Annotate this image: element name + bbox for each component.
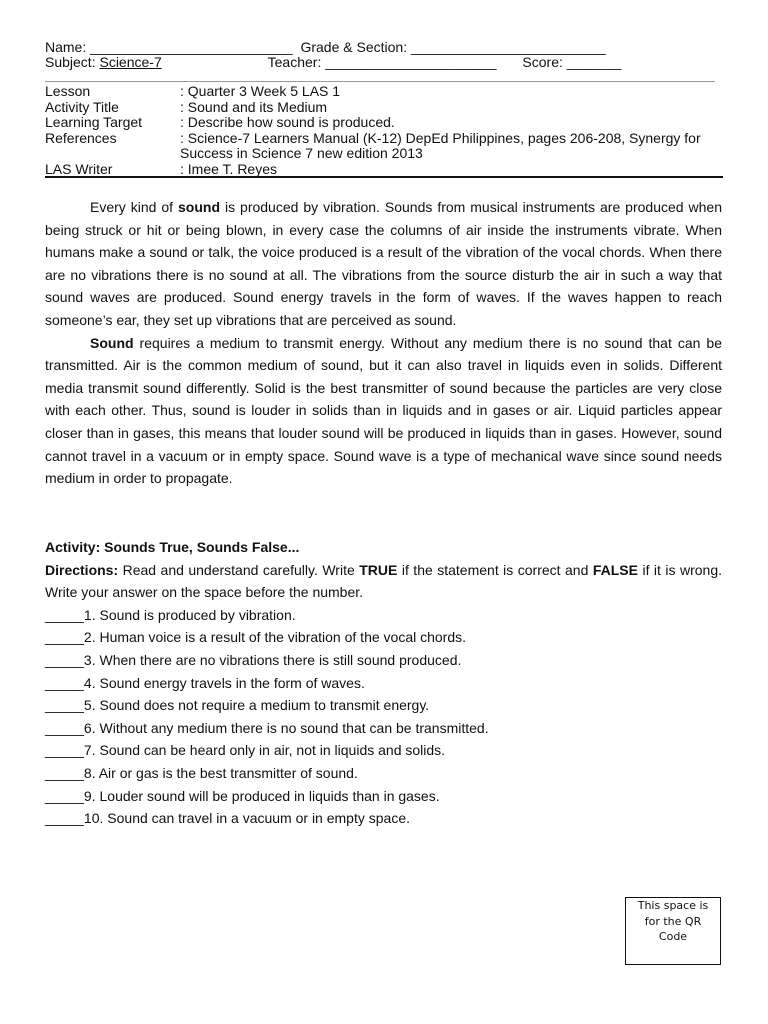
question-item[interactable]: _____3. When there are no vibrations there is still sound produced.: [45, 651, 462, 668]
subject-label: Subject:: [45, 54, 96, 70]
info-row: [45, 84, 723, 100]
info-divider: [45, 176, 723, 178]
qr-text-line3: Code: [658, 930, 688, 943]
name-blank[interactable]: __________________________: [90, 39, 293, 55]
paragraph-vibration: Every kind of sound is produced by vibration. Sounds from musical instruments are produced when being struck or hit or being blown, in every case the columns of air inside the instruments vibrate. When humans make a sound or talk, the voice produced is a result of the vibration of the vocal chords. When there are no vibrations there is no sound at all. The vibrations from the source disturb the air in such a way that sound waves are produced. Sound energy travels in the form of waves. If the waves happen to reach someone’s ear, they set up vibrations that are perceived as sound.: [45, 199, 722, 328]
question-item[interactable]: _____7. Sound can be heard only in air, not in liquids and solids.: [45, 742, 446, 759]
question-item[interactable]: _____9. Louder sound will be produced in liquids than in gases.: [45, 787, 440, 804]
question-item[interactable]: _____10. Sound can travel in a vacuum or in empty space.: [45, 810, 410, 827]
info-value: : Science-7 Learners Manual (K-12) DepEd Philippines, pages 206-208, Synergy for Success in Science 7 new edition 2013: [180, 129, 701, 161]
question-item[interactable]: _____2. Human voice is a result of the vibration of the vocal chords.: [45, 629, 467, 646]
info-value: : Imee T. Reyes: [180, 160, 278, 177]
info-value: : Describe how sound is produced.: [180, 114, 395, 130]
info-key: Lesson: [45, 83, 91, 99]
teacher-blank[interactable]: ______________________: [325, 54, 497, 70]
lesson-body: [45, 196, 722, 490]
question-item[interactable]: _____6. Without any medium there is no sound that can be transmitted.: [45, 719, 489, 736]
subject-value: Science-7: [99, 54, 162, 70]
qr-text-line1: This space is: [637, 899, 709, 912]
header-row-1: [45, 39, 606, 55]
info-row: [45, 115, 723, 131]
question-item[interactable]: _____5. Sound does not require a medium to transmit energy.: [45, 697, 430, 714]
question-item[interactable]: _____1. Sound is produced by vibration.: [45, 606, 296, 623]
grade-section-blank[interactable]: _________________________: [410, 39, 606, 55]
info-key: Activity Title: [45, 98, 119, 115]
activity-section: [45, 536, 722, 830]
qr-code-placeholder: [625, 897, 721, 965]
question-item[interactable]: _____4. Sound energy travels in the form of waves.: [45, 674, 365, 691]
name-label: Name:: [45, 39, 87, 55]
question-item[interactable]: _____8. Air or gas is the best transmitter of sound.: [45, 764, 358, 781]
info-value: : Sound and its Medium: [180, 98, 328, 115]
header-row-2: [45, 54, 621, 70]
bold-sound: sound: [178, 199, 221, 215]
info-row: [45, 162, 723, 178]
info-row: [45, 131, 723, 162]
teacher-label: Teacher:: [267, 54, 322, 70]
activity-directions: Directions: Read and understand carefully. Write TRUE if the statement is correct and FALSE if it is wrong. Write your answer on the space before the number.: [45, 561, 722, 601]
info-key: References: [45, 129, 117, 146]
question-list: [45, 604, 722, 830]
qr-text-line2: for the QR: [644, 914, 702, 928]
info-row: [45, 100, 723, 116]
score-label: Score:: [522, 54, 563, 70]
grade-section-label: Grade & Section:: [300, 39, 408, 55]
paragraph-medium: Sound requires a medium to transmit energy. Without any medium there is no sound that can be transmitted. Air is the common medium of sound, but it can also travel in liquids even in solids. Different media transmit sound differently. Solid is the best transmitter of sound because the particles are very close with each other. Thus, sound is louder in solids than in liquids and in gases or air. Liquid particles appear closer than in gases, this means that louder sound will be produced in liquids than in gases. However, sound cannot travel in a vacuum or in empty space. Sound wave is a type of mechanical wave since sound needs medium in order to propagate.: [45, 334, 722, 487]
info-key: LAS Writer: [45, 160, 113, 177]
score-blank[interactable]: _______: [566, 54, 622, 70]
header-divider: [45, 81, 715, 82]
info-key: Learning Target: [45, 114, 143, 130]
bold-sound-2: Sound: [90, 334, 134, 351]
info-value: : Quarter 3 Week 5 LAS 1: [180, 83, 341, 99]
lesson-info-table: [45, 84, 723, 177]
activity-title: Activity: Sounds True, Sounds False...: [45, 539, 300, 555]
